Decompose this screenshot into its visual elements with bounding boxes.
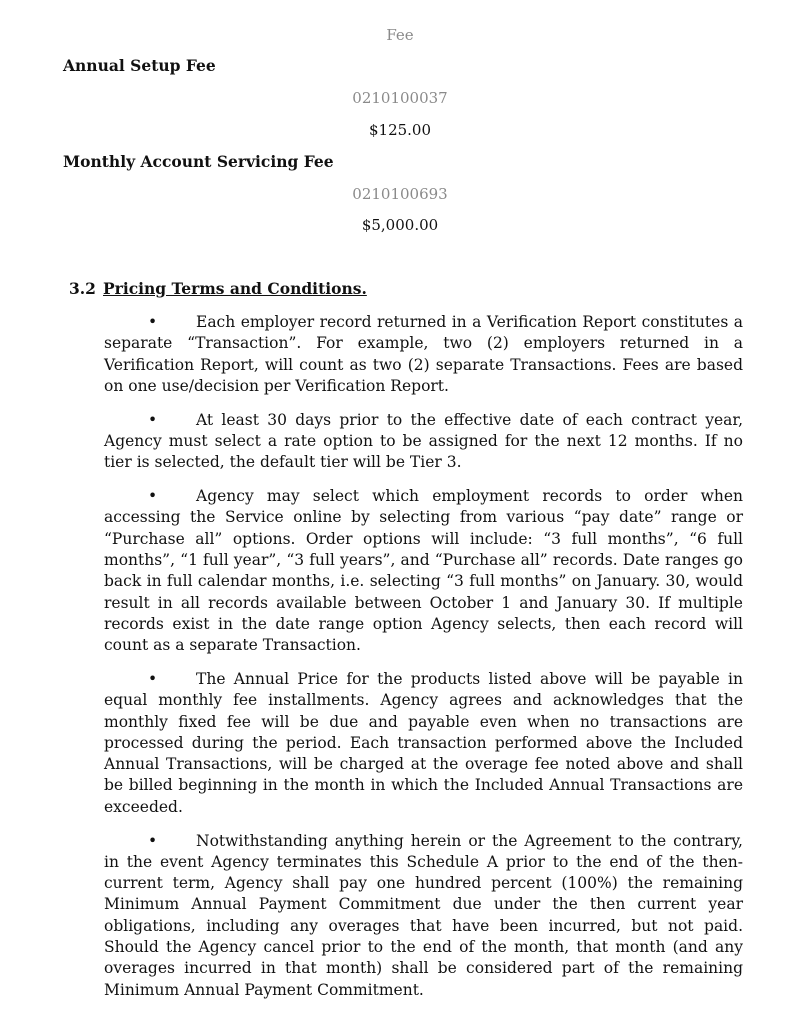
bullet-icon: • [148,487,158,506]
bullet-icon: • [148,410,158,429]
terms-bullet-list [104,312,743,1013]
list-item [104,486,743,656]
list-item [104,831,743,1001]
list-item-text: Each employer record returned in a Verification Report constitutes a separate “Transaction”. For example, two (2) employers returned in a Verification Report, will count as two (2) separate Transactions. Fees are based on one use/decision per Verification Report. [104,313,743,395]
section-heading [69,279,367,299]
list-item-text: Agency may select which employment records to order when accessing the Service online by selecting from various “pay date” range or “Purchase all” options. Order options will include: “3 full months”, “6 full months”, “1 full year”, “3 full years”, and “Purchase all” records. Date ranges go back in full calendar months, i.e. selecting “3 full months” on January. 30, would result in all records available between October 1 and January 30. If multiple records exist in the date range option Agency selects, then each record will count as a separate Transaction. [104,487,743,655]
bullet-icon: • [148,669,158,688]
list-item [104,312,743,397]
fee-row-code: 0210100037 [352,89,448,107]
list-item-text: At least 30 days prior to the effective date of each contract year, Agency must select a rate option to be assigned for the next 12 months. If no tier is selected, the default tier will be Tier 3. [104,410,743,472]
fee-row-name: Annual Setup Fee [63,56,216,75]
bullet-icon: • [148,313,158,331]
list-item [104,410,743,474]
fee-row-amount: $5,000.00 [361,216,439,234]
fee-row-amount: $125.00 [368,121,432,139]
fee-row-code: 0210100693 [352,185,448,203]
section-title: Pricing Terms and Conditions. [103,279,367,298]
section-number: 3.2 [69,279,96,298]
list-item [104,669,743,818]
fee-row-name: Monthly Account Servicing Fee [63,152,334,171]
fee-column-header: Fee [386,26,414,44]
bullet-icon: • [148,831,158,850]
list-item-text: Notwithstanding anything herein or the Agreement to the contrary, in the event Agency terminates this Schedule A prior to the end of the then-current term, Agency shall pay one hundred percent (100%) the remaining Minimum Annual Payment Commitment due under the then current year obligations, including any overages that have been incurred, but not paid. Should the Agency cancel prior to the end of the month, that month (and any overages incurred in that month) shall be considered part of the remaining Minimum Annual Payment Commitment. [104,831,743,999]
list-item-text: The Annual Price for the products listed above will be payable in equal monthly fee installments. Agency agrees and acknowledges that the monthly fixed fee will be due and payable even when no transactions are processed during the period. Each transaction performed above the Included Annual Transactions, will be charged at the overage fee noted above and shall be billed beginning in the month in which the Included Annual Transactions are exceeded. [104,669,743,816]
